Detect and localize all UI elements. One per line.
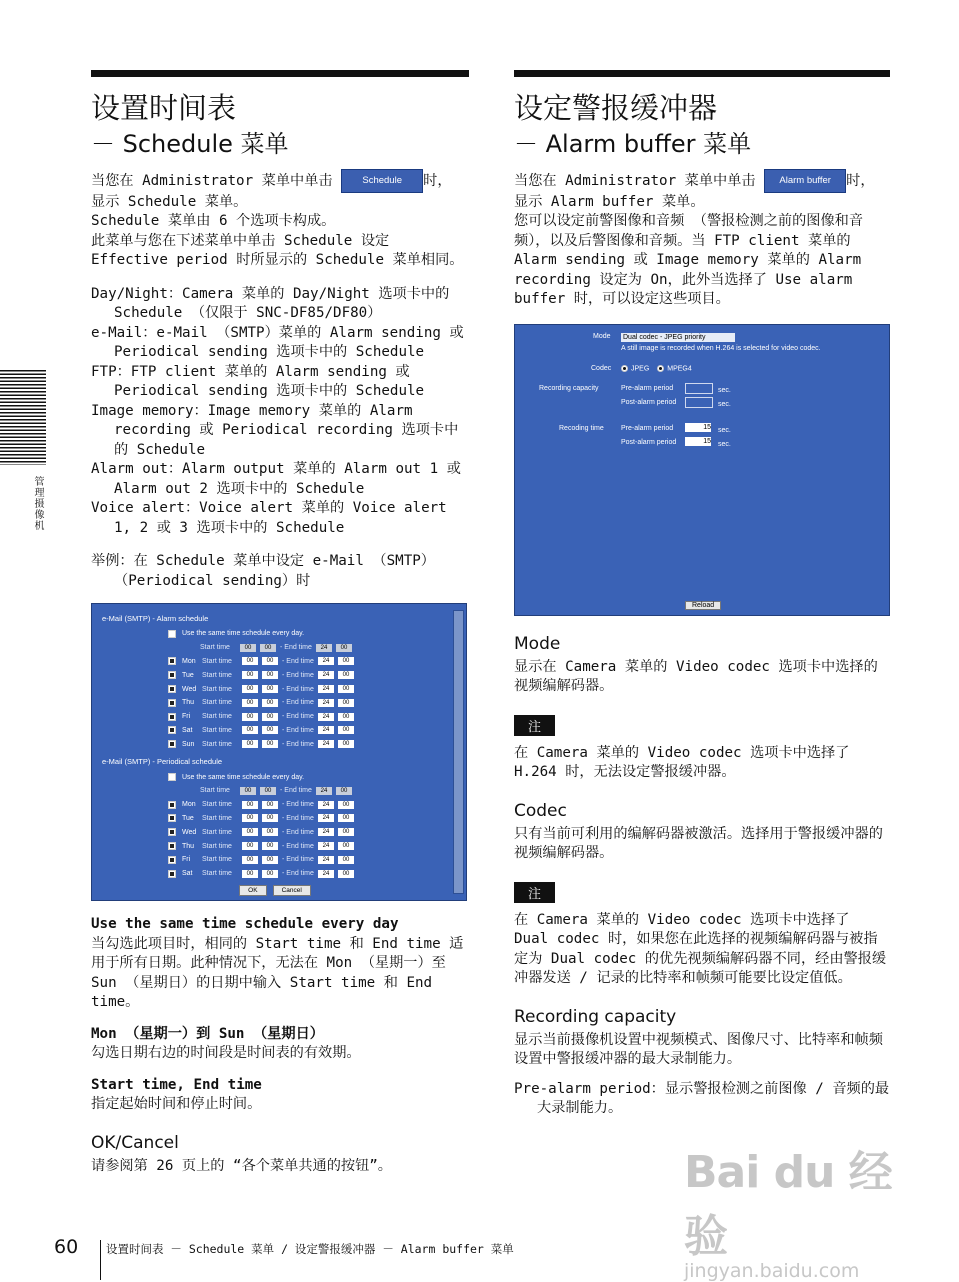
definition-item: Alarm out：Alarm output 菜单的 Alarm out 1 或 Alarm out 2 选项卡中的 Schedule: [91, 461, 461, 497]
item-heading: Start time, End time: [91, 1076, 262, 1093]
start-hour-input[interactable]: 00: [242, 828, 258, 836]
start-time-label: Start time: [202, 814, 232, 822]
day-checkbox[interactable]: [168, 814, 176, 822]
definition-item: Day/Night：Camera 菜单的 Day/Night 选项卡中的 Schedule （仅限于 SNC-DF85/DF80）: [91, 285, 450, 321]
day-label: Mon: [182, 801, 196, 809]
day-label: Sun: [182, 740, 195, 748]
intro-line: [91, 169, 469, 193]
end-hour-input[interactable]: 24: [318, 671, 334, 679]
section-subtitle: － Alarm buffer 菜单: [514, 130, 752, 158]
start-minute-input[interactable]: 00: [262, 842, 278, 850]
capacity-post-field: [685, 397, 713, 408]
definition-item: Image memory：Image memory 菜单的 Alarm recording 或 Periodical recording 选项卡中的 Schedule: [91, 402, 459, 458]
intro-line: 显示 Alarm buffer 菜单。: [514, 193, 705, 210]
alarm-buffer-screenshot: [514, 324, 890, 616]
right-column: [514, 70, 890, 1119]
definition-item: Voice alert：Voice alert 菜单的 Voice alert 1, 2 或 3 选项卡中的 Schedule: [91, 500, 447, 536]
definition-item: e-Mail：e-Mail （SMTP）菜单的 Alarm sending 或 Periodical sending 选项卡中的 Schedule: [91, 324, 464, 360]
item-body: 指定起始时间和停止时间。: [91, 1096, 262, 1112]
start-minute-input[interactable]: 00: [262, 671, 278, 679]
start-time-label: Start time: [200, 644, 230, 652]
end-hour-input[interactable]: 24: [318, 685, 334, 693]
day-checkbox[interactable]: [168, 870, 176, 878]
end-time-label: - End time: [282, 726, 314, 734]
post-alarm-label: Post-alarm period: [621, 398, 677, 406]
start-minute-input[interactable]: 00: [262, 726, 278, 734]
item-body: 显示当前摄像机设置中视频模式、图像尺寸、比特率和帧频设置中警报缓冲器的最大录制能力。: [514, 1031, 883, 1067]
day-row: [98, 839, 452, 853]
start-minute-input[interactable]: 00: [262, 870, 278, 878]
end-time-label: - End time: [282, 699, 314, 707]
end-time-label: - End time: [282, 801, 314, 809]
end-minute-input[interactable]: 00: [338, 740, 354, 748]
item-body: 显示在 Camera 菜单的 Video codec 选项卡中选择的视频编解码器。: [514, 658, 878, 694]
end-time-label: - End time: [282, 870, 314, 878]
end-hour-input[interactable]: 24: [316, 644, 332, 652]
end-minute-input[interactable]: 00: [336, 644, 352, 652]
day-row: [98, 668, 452, 682]
end-time-label: - End time: [282, 828, 314, 836]
end-time-label: - End time: [282, 713, 314, 721]
day-row: [98, 724, 452, 738]
alarm-schedule-title: e-Mail (SMTP) - Alarm schedule: [102, 614, 209, 623]
start-time-label: Start time: [200, 787, 230, 795]
end-minute-input[interactable]: 00: [338, 842, 354, 850]
note-body: 在 Camera 菜单的 Video codec 选项卡中选择了 H.264 时，无法设定警报缓冲器。: [514, 744, 850, 780]
end-time-label: - End time: [282, 671, 314, 679]
start-time-label: Start time: [202, 801, 232, 809]
start-hour-input[interactable]: 00: [242, 657, 258, 665]
start-time-label: Start time: [202, 685, 232, 693]
day-label: Thu: [182, 842, 195, 850]
day-checkbox[interactable]: [168, 842, 176, 850]
start-time-label: Start time: [202, 870, 232, 878]
section-subtitle: － Schedule 菜单: [91, 130, 289, 158]
same-schedule-label: Use the same time schedule every day.: [182, 773, 305, 781]
codec-options: [621, 365, 692, 372]
day-label: Tue: [182, 814, 194, 822]
watermark-url: jingyan.baidu.com: [684, 1260, 860, 1282]
day-row: [98, 825, 452, 839]
mpeg4-label: MPEG4: [667, 364, 692, 372]
mode-value: Dual codec - JPEG priority: [621, 333, 735, 342]
day-checkbox[interactable]: [168, 828, 176, 836]
sec-label: sec.: [718, 386, 731, 394]
start-time-label: Start time: [202, 657, 232, 665]
section-title: 设定警报缓冲器: [514, 91, 718, 125]
day-label: Wed: [182, 828, 197, 836]
item-heading: Mon （星期一）到 Sun （星期日）: [91, 1025, 324, 1042]
start-time-label: Start time: [202, 726, 232, 734]
day-checkbox[interactable]: [168, 856, 176, 864]
sec-label: sec.: [718, 426, 731, 434]
start-minute-input[interactable]: 00: [262, 856, 278, 864]
post-alarm-label: Post-alarm period: [621, 438, 677, 446]
note-badge: 注: [514, 715, 555, 736]
start-minute-input[interactable]: 00: [262, 699, 278, 707]
day-checkbox[interactable]: [168, 657, 176, 665]
start-minute-input[interactable]: 00: [260, 787, 276, 795]
start-time-label: Start time: [202, 699, 232, 707]
day-row: [98, 655, 452, 669]
day-checkbox[interactable]: [168, 726, 176, 734]
start-hour-input[interactable]: 00: [240, 644, 256, 652]
end-hour-input[interactable]: 24: [318, 699, 334, 707]
same-time-row: [98, 784, 452, 798]
same-schedule-checkbox[interactable]: [168, 773, 176, 781]
intro-text: 当您在 Administrator 菜单中单击: [514, 172, 756, 189]
day-row: [98, 867, 452, 881]
start-minute-input[interactable]: 00: [260, 644, 276, 652]
same-schedule-row: [98, 770, 452, 784]
sec-label: sec.: [718, 440, 731, 448]
watermark-brand: Bai du 经验: [684, 1147, 892, 1262]
start-time-label: Start time: [202, 856, 232, 864]
end-minute-input[interactable]: 00: [336, 787, 352, 795]
example-text: 举例：在 Schedule 菜单中设定 e-Mail （SMTP） （Periodical sending）时: [91, 553, 435, 589]
end-minute-input[interactable]: 00: [338, 814, 354, 822]
scrollbar[interactable]: [453, 610, 464, 894]
cancel-button[interactable]: Cancel: [273, 885, 311, 896]
start-minute-input[interactable]: 00: [262, 713, 278, 721]
intro-line: 此菜单与您在下述菜单中单击 Schedule 设定 Effective period 时所显示的 Schedule 菜单相同。: [91, 232, 464, 268]
jpeg-label: JPEG: [631, 364, 650, 372]
note-badge: 注: [514, 882, 555, 903]
end-hour-input[interactable]: 24: [318, 870, 334, 878]
intro-text-end: 时，: [423, 172, 452, 189]
reload-button[interactable]: Reload: [685, 601, 721, 610]
schedule-screenshot: [91, 603, 467, 901]
definition-list: [91, 285, 469, 539]
day-label: Thu: [182, 699, 195, 707]
side-tab-stripes: [0, 370, 46, 465]
subheading-ok-cancel: OK/Cancel: [91, 1132, 179, 1153]
jpeg-radio[interactable]: [621, 365, 628, 372]
mode-note: A still image is recorded when H.264 is selected for video codec.: [621, 344, 821, 352]
end-hour-input[interactable]: 24: [318, 657, 334, 665]
end-hour-input[interactable]: 24: [318, 856, 334, 864]
section-rule: [514, 70, 890, 77]
day-label: Sat: [182, 726, 193, 734]
end-minute-input[interactable]: 00: [338, 801, 354, 809]
start-hour-input[interactable]: 00: [242, 801, 258, 809]
start-time-label: Start time: [202, 713, 232, 721]
start-hour-input[interactable]: 00: [242, 814, 258, 822]
start-minute-input[interactable]: 00: [262, 657, 278, 665]
start-time-label: Start time: [202, 828, 232, 836]
same-schedule-checkbox[interactable]: [168, 630, 176, 638]
start-hour-input[interactable]: 00: [242, 685, 258, 693]
intro-text: 当您在 Administrator 菜单中单击: [91, 172, 333, 189]
start-hour-input[interactable]: 00: [242, 713, 258, 721]
pre-alarm-label: Pre-alarm period: [621, 424, 674, 432]
end-minute-input[interactable]: 00: [338, 726, 354, 734]
day-row: [98, 696, 452, 710]
end-minute-input[interactable]: 00: [338, 657, 354, 665]
end-minute-input[interactable]: 00: [338, 713, 354, 721]
footer-text: 设置时间表 － Schedule 菜单 / 设定警报缓冲器 － Alarm buffer 菜单: [106, 1242, 514, 1256]
sec-label: sec.: [718, 400, 731, 408]
baidu-watermark: [684, 1136, 899, 1282]
alarm-buffer-button-image: Alarm buffer: [764, 169, 846, 193]
day-row: [98, 737, 452, 751]
pre-alarm-definition: Pre-alarm period：显示警报检测之前图像 / 音频的最大录制能力。: [514, 1080, 890, 1116]
start-hour-input[interactable]: 00: [240, 787, 256, 795]
codec-label: Codec: [591, 364, 612, 372]
day-checkbox[interactable]: [168, 801, 176, 809]
day-checkbox[interactable]: [168, 685, 176, 693]
end-minute-input[interactable]: 00: [338, 671, 354, 679]
day-label: Sat: [182, 870, 193, 878]
start-hour-input[interactable]: 00: [242, 699, 258, 707]
subheading-recording-capacity: Recording capacity: [514, 1006, 677, 1027]
left-column: [91, 70, 469, 1176]
day-row: [98, 812, 452, 826]
day-label: Fri: [182, 856, 191, 864]
start-hour-input[interactable]: 00: [242, 740, 258, 748]
item-body: 只有当前可利用的编解码器被激活。选择用于警报缓冲器的视频编解码器。: [514, 825, 883, 861]
start-minute-input[interactable]: 00: [262, 828, 278, 836]
end-hour-input[interactable]: 24: [318, 828, 334, 836]
intro-text-end: 时，: [846, 172, 875, 189]
day-checkbox[interactable]: [168, 740, 176, 748]
day-checkbox[interactable]: [168, 671, 176, 679]
start-time-label: Start time: [202, 740, 232, 748]
schedule-button-image: Schedule: [341, 169, 423, 193]
end-time-label: - End time: [280, 644, 312, 652]
day-label: Tue: [182, 671, 194, 679]
end-hour-input[interactable]: 24: [318, 842, 334, 850]
footer-divider: [100, 1240, 101, 1280]
post-alarm-input[interactable]: 15: [685, 437, 711, 446]
end-time-label: - End time: [282, 657, 314, 665]
page-number: 60: [54, 1236, 79, 1258]
definition-item: FTP：FTP client 菜单的 Alarm sending 或 Periodical sending 选项卡中的 Schedule: [91, 363, 425, 399]
start-minute-input[interactable]: 00: [262, 814, 278, 822]
end-hour-input[interactable]: 24: [318, 814, 334, 822]
periodical-schedule-title: e-Mail (SMTP) - Periodical schedule: [102, 757, 223, 767]
side-tab-label: 管理摄像机: [32, 476, 43, 531]
intro-line: 显示 Schedule 菜单。: [91, 193, 248, 210]
day-label: Mon: [182, 657, 196, 665]
item-body: 当勾选此项目时，相同的 Start time 和 End time 适用于所有日期。此种情况下，无法在 Mon （星期一）至 Sun （星期日）的日期中输入 Start time 和 End time。: [91, 935, 464, 1010]
intro-line: 您可以设定前警图像和音频 （警报检测之前的图像和音频），以及后警图像和音频。当 FTP client 菜单的 Alarm sending 或 Image memory 菜单的 Alarm recording 设定为 On，此外当选择了 Use alarm buffer 时，可以设定这些项目。: [514, 213, 864, 307]
start-time-label: Start time: [202, 671, 232, 679]
end-hour-input[interactable]: 24: [318, 726, 334, 734]
day-row: [98, 710, 452, 724]
day-row: [98, 682, 452, 696]
start-hour-input[interactable]: 00: [242, 856, 258, 864]
intro-line: [514, 169, 890, 193]
ok-button[interactable]: OK: [239, 885, 266, 896]
end-minute-input[interactable]: 00: [338, 699, 354, 707]
end-hour-input[interactable]: 24: [318, 801, 334, 809]
start-hour-input[interactable]: 00: [242, 726, 258, 734]
section-rule: [91, 70, 469, 77]
capacity-pre-field: [685, 383, 713, 394]
end-time-label: - End time: [282, 842, 314, 850]
day-label: Fri: [182, 713, 191, 721]
start-minute-input[interactable]: 00: [262, 685, 278, 693]
day-checkbox[interactable]: [168, 713, 176, 721]
same-time-row: [98, 641, 452, 655]
same-schedule-row: [98, 627, 452, 641]
subheading-mode: Mode: [514, 633, 561, 654]
end-minute-input[interactable]: 00: [338, 828, 354, 836]
day-row: [98, 853, 452, 867]
start-hour-input[interactable]: 00: [242, 842, 258, 850]
recording-capacity-label: Recording capacity: [539, 384, 599, 392]
day-label: Wed: [182, 685, 197, 693]
start-minute-input[interactable]: 00: [262, 801, 278, 809]
end-hour-input[interactable]: 24: [318, 713, 334, 721]
pre-alarm-input[interactable]: 15: [685, 423, 711, 432]
start-minute-input[interactable]: 00: [262, 740, 278, 748]
subheading-codec: Codec: [514, 800, 567, 821]
section-title: 设置时间表: [91, 91, 237, 125]
item-body: 请参阅第 26 页上的 “各个菜单共通的按钮”。: [91, 1157, 392, 1174]
end-time-label: - End time: [282, 685, 314, 693]
item-body: 勾选日期右边的时间段是时间表的有效期。: [91, 1045, 361, 1061]
day-row: [98, 798, 452, 812]
end-time-label: - End time: [282, 814, 314, 822]
day-checkbox[interactable]: [168, 699, 176, 707]
end-minute-input[interactable]: 00: [338, 870, 354, 878]
item-heading: Use the same time schedule every day: [91, 916, 399, 932]
pre-alarm-label: Pre-alarm period: [621, 384, 674, 392]
note-body: 在 Camera 菜单的 Video codec 选项卡中选择了 Dual codec 时，如果您在此选择的视频编解码器与被指定为 Dual codec 的优先视频编解码器不同，经由警报缓冲器发送 / 记录的比特率和帧频可能要比设定值低。: [514, 911, 887, 986]
start-hour-input[interactable]: 00: [242, 671, 258, 679]
mode-label: Mode: [593, 332, 611, 340]
end-minute-input[interactable]: 00: [338, 856, 354, 864]
end-time-label: - End time: [282, 856, 314, 864]
start-time-label: Start time: [202, 842, 232, 850]
mpeg4-radio[interactable]: [657, 365, 664, 372]
end-hour-input[interactable]: 24: [316, 787, 332, 795]
intro-line: Schedule 菜单由 6 个选项卡构成。: [91, 213, 336, 229]
end-time-label: - End time: [282, 740, 314, 748]
end-time-label: - End time: [280, 787, 312, 795]
end-hour-input[interactable]: 24: [318, 740, 334, 748]
start-hour-input[interactable]: 00: [242, 870, 258, 878]
end-minute-input[interactable]: 00: [338, 685, 354, 693]
recording-time-label: Recoding time: [559, 424, 604, 432]
same-schedule-label: Use the same time schedule every day.: [182, 630, 305, 638]
